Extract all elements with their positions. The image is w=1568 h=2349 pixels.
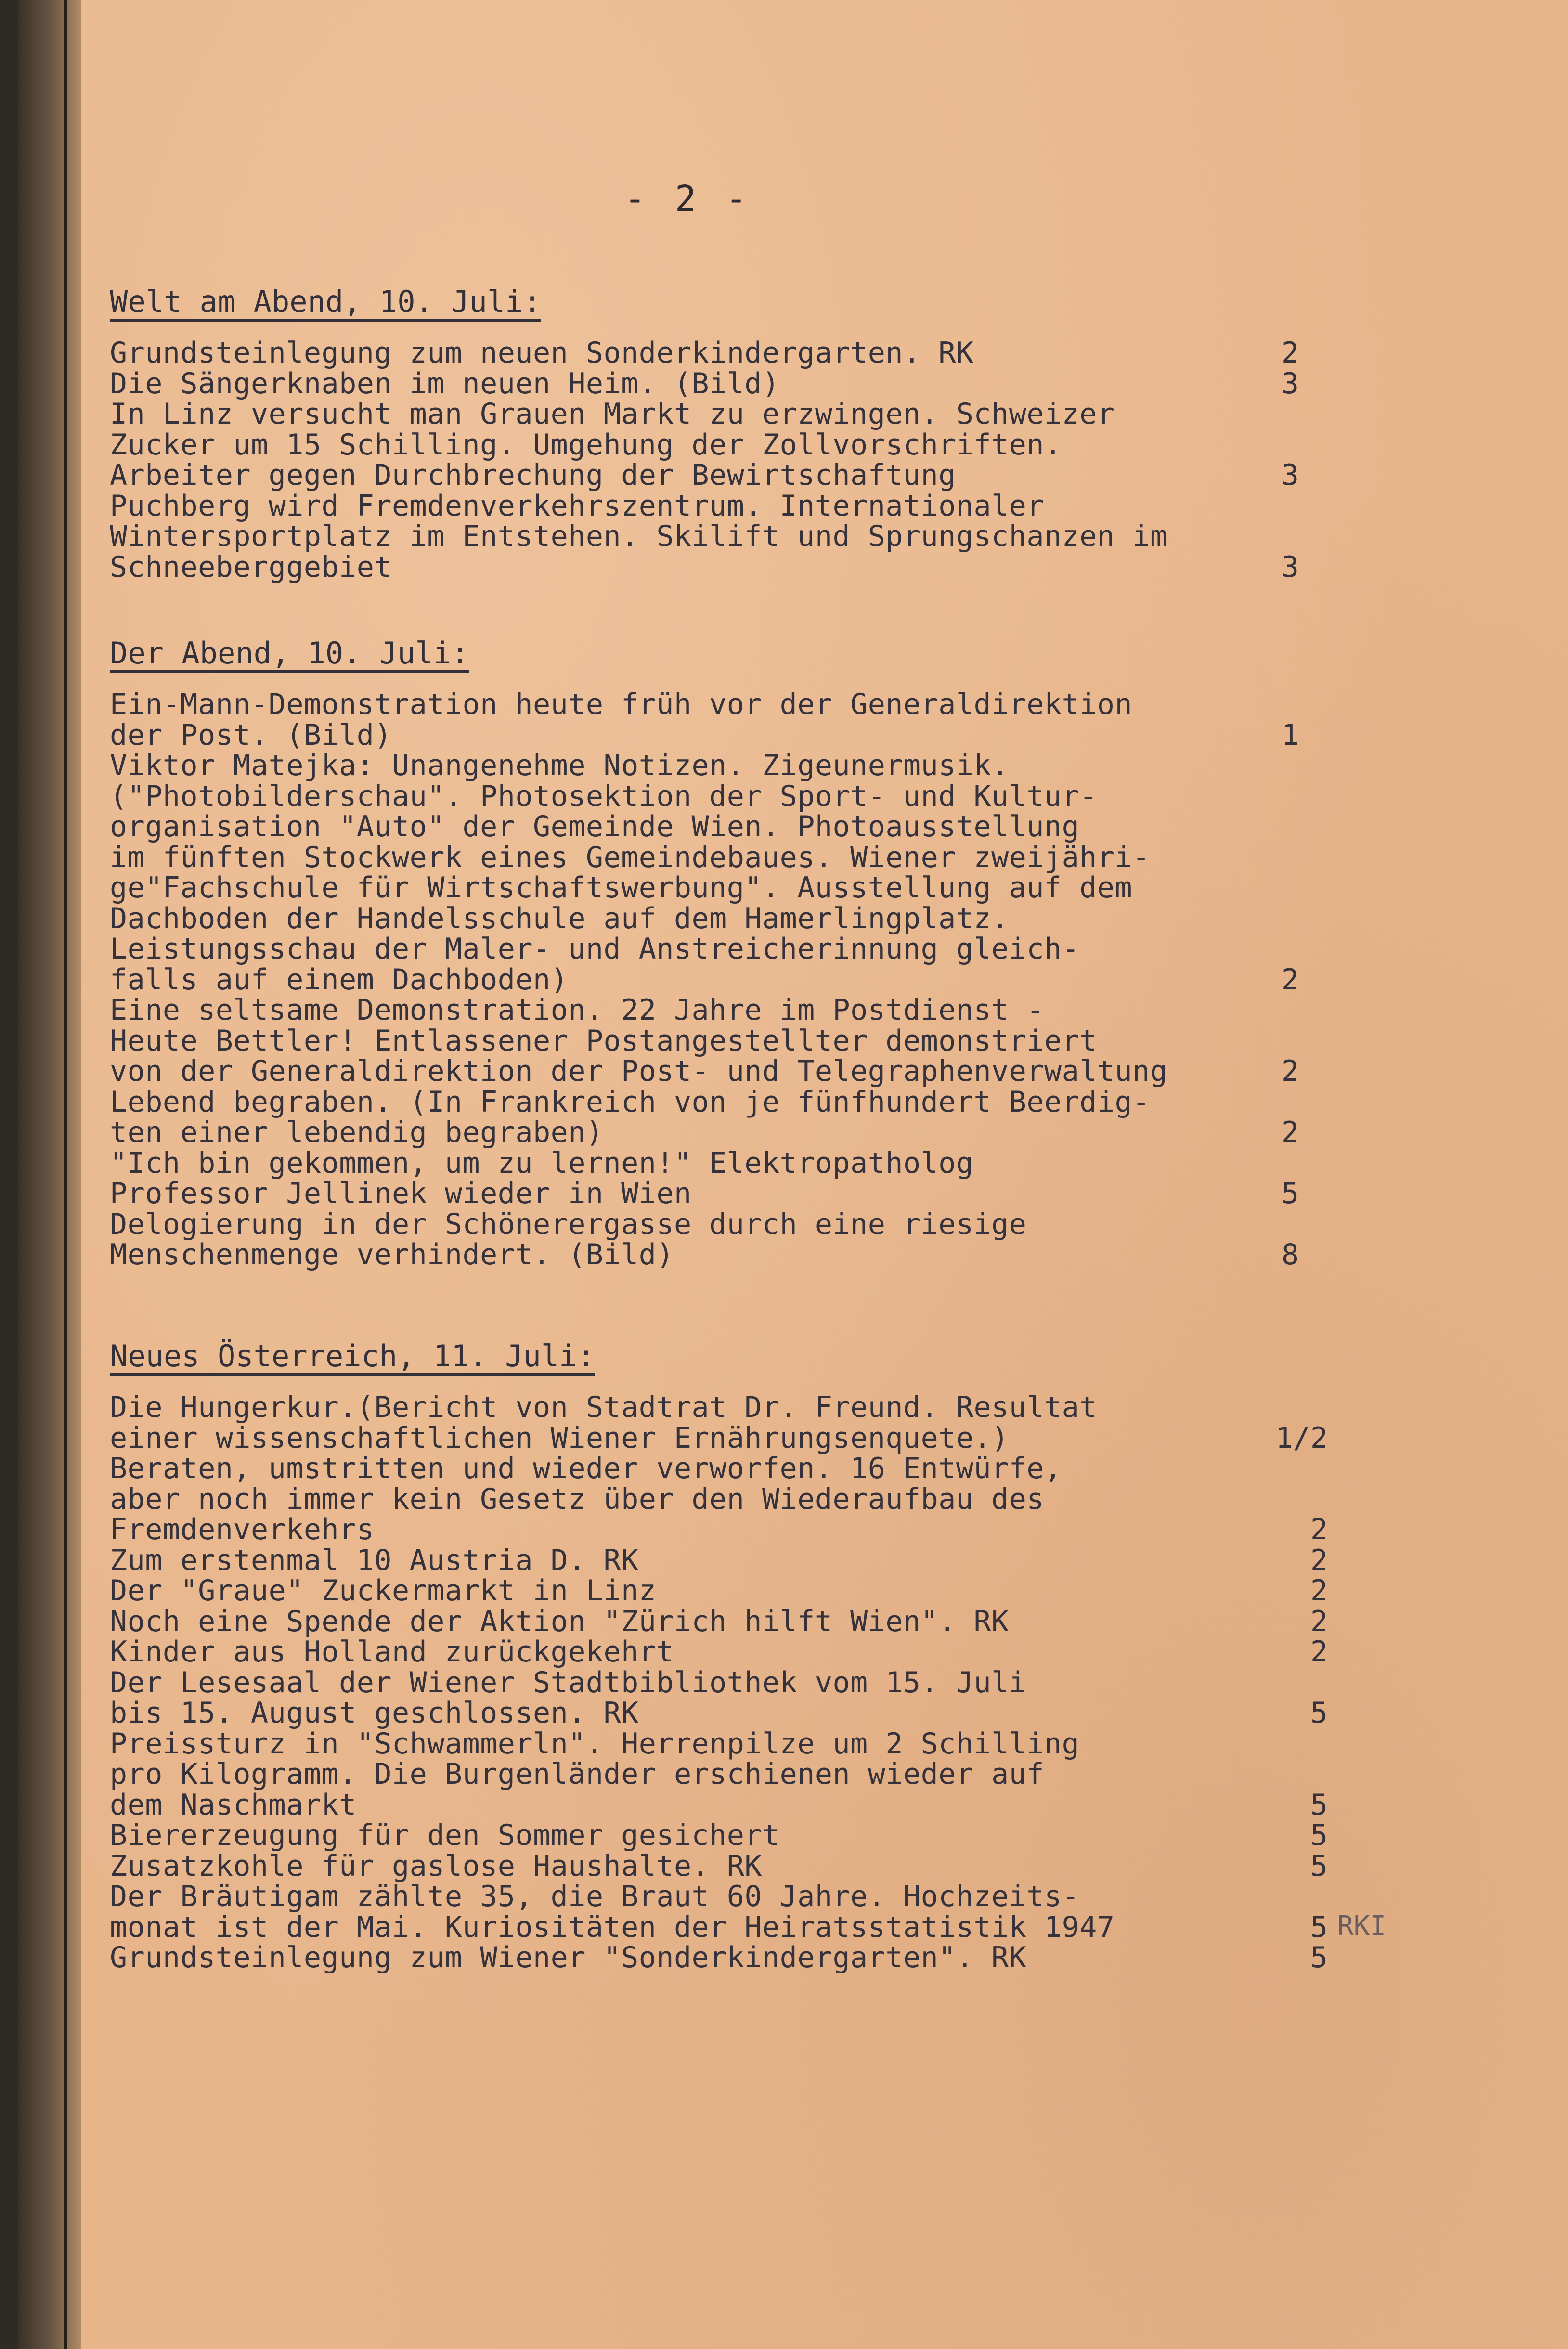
entry-line: bis 15. August geschlossen. RK	[110, 1696, 639, 1730]
page-reference: 3	[1281, 550, 1299, 584]
section-heading: Neues Österreich, 11. Juli:	[110, 1338, 595, 1374]
entry-line: Lebend begraben. (In Frankreich von je fünfhundert Beerdig-	[110, 1085, 1150, 1119]
page-reference: 8	[1281, 1238, 1299, 1272]
page-reference: 2	[1310, 1543, 1328, 1577]
page-reference: 2	[1310, 1574, 1328, 1608]
entry-line: Eine seltsame Demonstration. 22 Jahre im Postdienst -	[110, 993, 1045, 1027]
entry-line: Der "Graue" Zuckermarkt in Linz	[110, 1574, 657, 1608]
page-reference: 1/2	[1275, 1421, 1328, 1455]
page-reference: 3	[1281, 458, 1299, 492]
margin-mark: RKI	[1337, 1910, 1387, 1942]
page-reference: 2	[1281, 1054, 1299, 1088]
page-reference: 5	[1310, 1849, 1328, 1883]
entry-line: Professor Jellinek wieder in Wien	[110, 1177, 692, 1210]
entry-line: Fremdenverkehrs	[110, 1513, 375, 1546]
section-heading: Welt am Abend, 10. Juli:	[110, 284, 541, 319]
entry-line: Grundsteinlegung zum neuen Sonderkindergarten. RK	[110, 336, 974, 370]
page-reference: 3	[1281, 366, 1299, 401]
entry-line: dem Naschmarkt	[110, 1788, 357, 1822]
page-reference: 1	[1281, 718, 1299, 752]
page-reference: 2	[1310, 1635, 1328, 1669]
entry-line: aber noch immer kein Gesetz über den Wiederaufbau des	[110, 1482, 1045, 1516]
entry-line: Ein-Mann-Demonstration heute früh vor der Generaldirektion	[110, 688, 1133, 721]
entry-line: Heute Bettler! Entlassener Postangestellter demonstriert	[110, 1024, 1097, 1058]
entry-line: ten einer lebendig begraben)	[110, 1116, 604, 1149]
page-edge-shadow	[64, 0, 67, 2349]
book-binding	[18, 0, 81, 2349]
page-reference: 2	[1310, 1513, 1328, 1546]
entry-line: Zucker um 15 Schilling. Umgehung der Zollvorschriften.	[110, 428, 1062, 462]
section-heading: Der Abend, 10. Juli:	[110, 636, 469, 671]
document-page	[18, 0, 1568, 2349]
page-number: - 2 -	[624, 178, 751, 220]
entry-line: Beraten, umstritten und wieder verworfen. 16 Entwürfe,	[110, 1452, 1062, 1485]
entry-line: pro Kilogramm. Die Burgenländer erschienen wieder auf	[110, 1757, 1045, 1791]
entry-line: Kinder aus Holland zurückgekehrt	[110, 1635, 674, 1669]
page-reference: 2	[1281, 336, 1299, 370]
entry-line: Zum erstenmal 10 Austria D. RK	[110, 1543, 639, 1577]
entry-line: von der Generaldirektion der Post- und Telegraphenverwaltung	[110, 1054, 1168, 1088]
entry-line: Noch eine Spende der Aktion "Zürich hilft Wien". RK	[110, 1604, 1009, 1638]
entry-line: falls auf einem Dachboden)	[110, 962, 569, 997]
entry-line: Dachboden der Handelsschule auf dem Hamerlingplatz.	[110, 901, 1009, 935]
entry-line: Leistungsschau der Maler- und Anstreicherinnung gleich-	[110, 932, 1080, 966]
entry-line: In Linz versucht man Grauen Markt zu erzwingen. Schweizer	[110, 397, 1115, 431]
entry-line: Zusatzkohle für gaslose Haushalte. RK	[110, 1849, 763, 1883]
entry-line: Delogierung in der Schönerergasse durch eine riesige	[110, 1207, 1027, 1241]
entry-line: im fünften Stockwerk eines Gemeindebaues. Wiener zweijähri-	[110, 840, 1150, 874]
entry-line: monat ist der Mai. Kuriositäten der Heiratsstatistik 1947	[110, 1910, 1115, 1944]
entry-line: "Ich bin gekommen, um zu lernen!" Elektropatholog	[110, 1146, 974, 1180]
entry-line: Wintersportplatz im Entstehen. Skilift und Sprungschanzen im	[110, 519, 1168, 553]
page-reference: 5	[1310, 1788, 1328, 1822]
page-reference: 5	[1281, 1177, 1299, 1210]
entry-line: der Post. (Bild)	[110, 718, 392, 752]
entry-line: Viktor Matejka: Unangenehme Notizen. Zigeunermusik.	[110, 749, 1009, 782]
entry-line: ge"Fachschule für Wirtschaftswerbung". Ausstellung auf dem	[110, 871, 1133, 905]
page-reference: 5	[1310, 1910, 1328, 1944]
entry-line: einer wissenschaftlichen Wiener Ernährungsenquete.)	[110, 1421, 1009, 1455]
entry-line: Arbeiter gegen Durchbrechung der Bewirtschaftung	[110, 458, 956, 492]
page-reference: 5	[1310, 1696, 1328, 1730]
page-reference: 2	[1281, 1116, 1299, 1149]
entry-line: ("Photobilderschau". Photosektion der Sport- und Kultur-	[110, 779, 1097, 813]
entry-line: Puchberg wird Fremdenverkehrszentrum. Internationaler	[110, 489, 1045, 523]
entry-line: Biererzeugung für den Sommer gesichert	[110, 1818, 780, 1852]
entry-line: Grundsteinlegung zum Wiener "Sonderkindergarten". RK	[110, 1941, 1027, 1974]
entry-line: Menschenmenge verhindert. (Bild)	[110, 1238, 674, 1272]
entry-line: organisation "Auto" der Gemeinde Wien. Photoausstellung	[110, 810, 1080, 844]
entry-line: Der Bräutigam zählte 35, die Braut 60 Jahre. Hochzeits-	[110, 1880, 1080, 1913]
page-reference: 5	[1310, 1941, 1328, 1974]
page-reference: 5	[1310, 1818, 1328, 1852]
page-reference: 2	[1310, 1604, 1328, 1638]
entry-line: Schneeberggebiet	[110, 550, 392, 584]
entry-line: Der Lesesaal der Wiener Stadtbibliothek vom 15. Juli	[110, 1665, 1027, 1700]
entry-line: Die Sängerknaben im neuen Heim. (Bild)	[110, 366, 780, 401]
page-reference: 2	[1281, 962, 1299, 997]
entry-line: Preissturz in "Schwammerln". Herrenpilze um 2 Schilling	[110, 1726, 1080, 1761]
entry-line: Die Hungerkur.(Bericht von Stadtrat Dr. Freund. Resultat	[110, 1390, 1097, 1424]
